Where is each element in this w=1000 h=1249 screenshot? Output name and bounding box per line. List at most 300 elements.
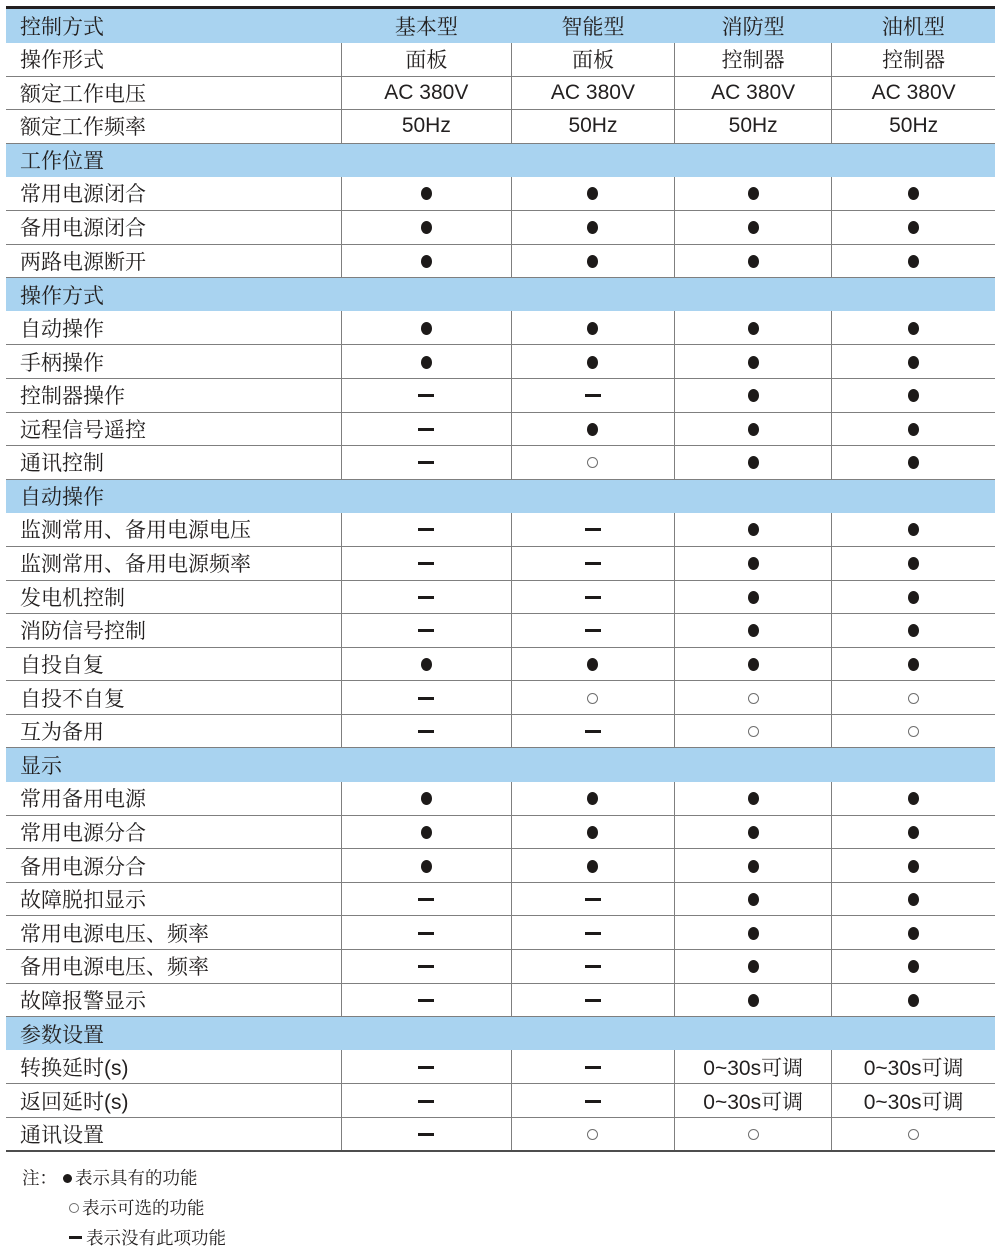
section-row [6, 479, 995, 513]
value-cell [832, 815, 995, 849]
filled-dot-icon [421, 860, 432, 873]
filled-dot-icon [908, 658, 919, 671]
value-cell [341, 882, 511, 916]
row-label: 远程信号遥控 [6, 412, 341, 446]
value-cell [511, 647, 674, 681]
value-cell [511, 412, 674, 446]
filled-dot-icon [908, 792, 919, 805]
open-circle-icon [587, 457, 598, 468]
value-cell [675, 43, 832, 77]
filled-dot-icon [748, 187, 759, 200]
filled-dot-icon [748, 960, 759, 973]
filled-dot-icon [908, 927, 919, 940]
filled-dot-icon [748, 557, 759, 570]
column-header-type: 消防型 [721, 15, 785, 39]
filled-dot-icon [421, 826, 432, 839]
value-cell [341, 983, 511, 1017]
dash-icon [585, 1100, 601, 1103]
filled-dot-icon [908, 523, 919, 536]
open-circle-icon [908, 693, 919, 704]
table-row [6, 513, 995, 547]
value-cell [832, 244, 995, 278]
dash-icon [585, 562, 601, 565]
row-label: 额定工作频率 [6, 110, 341, 144]
filled-dot-icon [748, 356, 759, 369]
value-cell [832, 311, 995, 345]
filled-dot-icon [908, 423, 919, 436]
value-cell [511, 1084, 674, 1118]
value-cell [675, 1050, 832, 1084]
legend-text: 表示没有此项功能 [86, 1227, 226, 1248]
value-cell [511, 513, 674, 547]
filled-dot-icon [587, 187, 598, 200]
value-cell [341, 210, 511, 244]
value-cell [675, 1084, 832, 1118]
value-cell [341, 782, 511, 816]
value-cell [832, 43, 995, 77]
filled-dot-icon [587, 255, 598, 268]
filled-dot-icon [908, 389, 919, 402]
filled-dot-icon [587, 322, 598, 335]
table-header-row [6, 8, 995, 43]
value-cell [511, 76, 674, 110]
value-cell [511, 177, 674, 211]
dash-icon [418, 1133, 434, 1136]
row-label: 通讯设置 [6, 1118, 341, 1152]
dash-icon [585, 965, 601, 968]
value-cell [341, 76, 511, 110]
table-row [6, 244, 995, 278]
value-cell [511, 1050, 674, 1084]
dash-icon [418, 596, 434, 599]
spec-table [6, 6, 995, 1152]
value-cell [675, 714, 832, 748]
value-cell [675, 950, 832, 984]
cell-text: AC 380V [384, 80, 469, 104]
cell-text: 50Hz [401, 114, 451, 138]
dash-icon [585, 394, 601, 397]
value-cell [511, 546, 674, 580]
value-cell [832, 76, 995, 110]
filled-dot-icon [908, 255, 919, 268]
value-cell [341, 244, 511, 278]
row-label: 额定工作电压 [6, 76, 341, 110]
value-cell [511, 681, 674, 715]
column-header-type: 基本型 [394, 15, 458, 39]
value-cell [341, 345, 511, 379]
filled-dot-icon [748, 255, 759, 268]
open-circle-icon [748, 1129, 759, 1140]
value-cell [832, 681, 995, 715]
row-label: 自投不自复 [6, 681, 341, 715]
value-cell [832, 412, 995, 446]
filled-dot-icon [421, 792, 432, 805]
table-row [6, 983, 995, 1017]
table-row [6, 446, 995, 480]
table-row [6, 681, 995, 715]
row-label: 发电机控制 [6, 580, 341, 614]
dash-icon [418, 898, 434, 901]
filled-dot-icon [748, 658, 759, 671]
value-cell [832, 882, 995, 916]
filled-dot-icon [587, 860, 598, 873]
value-cell [511, 110, 674, 144]
value-cell [832, 1050, 995, 1084]
table-row [6, 647, 995, 681]
row-label: 转换延时(s) [6, 1050, 341, 1084]
value-cell [341, 1084, 511, 1118]
section-row [6, 748, 995, 782]
value-cell [832, 513, 995, 547]
value-cell [675, 513, 832, 547]
value-cell [675, 647, 832, 681]
table-row [6, 1050, 995, 1084]
filled-dot-icon [421, 658, 432, 671]
cell-text: 0~30s可调 [863, 1056, 964, 1080]
value-cell [511, 950, 674, 984]
row-label: 备用电源电压、频率 [6, 950, 341, 984]
filled-dot-icon [748, 523, 759, 536]
filled-dot-icon [908, 624, 919, 637]
filled-dot-icon [748, 389, 759, 402]
row-label: 两路电源断开 [6, 244, 341, 278]
section-title: 参数设置 [20, 1023, 104, 1047]
filled-dot-icon [748, 423, 759, 436]
value-cell [832, 580, 995, 614]
value-cell [832, 782, 995, 816]
filled-dot-icon [908, 456, 919, 469]
section-title: 操作方式 [20, 284, 104, 308]
table-row [6, 1084, 995, 1118]
filled-dot-icon [908, 322, 919, 335]
value-cell [675, 580, 832, 614]
open-circle-icon [587, 1129, 598, 1140]
value-cell [832, 714, 995, 748]
value-cell [832, 446, 995, 480]
value-cell [675, 177, 832, 211]
cell-text: AC 380V [550, 80, 635, 104]
filled-dot-icon [63, 1174, 72, 1183]
section-row [6, 1017, 995, 1051]
filled-dot-icon [587, 356, 598, 369]
row-label: 通讯控制 [6, 446, 341, 480]
value-cell [675, 210, 832, 244]
filled-dot-icon [587, 826, 598, 839]
dash-icon [418, 562, 434, 565]
filled-dot-icon [908, 557, 919, 570]
value-cell [341, 614, 511, 648]
cell-text: 50Hz [889, 114, 939, 138]
value-cell [511, 210, 674, 244]
value-cell [675, 614, 832, 648]
dash-icon [69, 1236, 82, 1239]
table-row [6, 614, 995, 648]
row-label: 消防信号控制 [6, 614, 341, 648]
value-cell [511, 983, 674, 1017]
table-row [6, 580, 995, 614]
filled-dot-icon [748, 893, 759, 906]
row-label: 故障脱扣显示 [6, 882, 341, 916]
value-cell [675, 244, 832, 278]
filled-dot-icon [748, 994, 759, 1007]
value-cell [832, 210, 995, 244]
dash-icon [585, 932, 601, 935]
cell-text: 面板 [571, 49, 614, 73]
dash-icon [418, 965, 434, 968]
cell-text: 0~30s可调 [703, 1056, 804, 1080]
dash-icon [418, 1100, 434, 1103]
value-cell [341, 311, 511, 345]
cell-text: 控制器 [721, 49, 785, 73]
table-row [6, 378, 995, 412]
value-cell [675, 311, 832, 345]
table-row [6, 76, 995, 110]
value-cell [832, 546, 995, 580]
dash-icon [585, 730, 601, 733]
value-cell [341, 513, 511, 547]
filled-dot-icon [421, 187, 432, 200]
table-row [6, 110, 995, 144]
value-cell [832, 1084, 995, 1118]
value-cell [675, 546, 832, 580]
row-label: 常用电源闭合 [6, 177, 341, 211]
dash-icon [418, 932, 434, 935]
value-cell [832, 614, 995, 648]
value-cell [511, 815, 674, 849]
filled-dot-icon [908, 893, 919, 906]
value-cell [341, 446, 511, 480]
legend-item [22, 1167, 995, 1190]
legend-notes [22, 1167, 995, 1249]
value-cell [675, 76, 832, 110]
legend-text: 表示具有的功能 [75, 1168, 198, 1189]
value-cell [675, 412, 832, 446]
value-cell [832, 345, 995, 379]
value-cell [511, 849, 674, 883]
legend-item [22, 1227, 995, 1249]
column-header-control-mode: 控制方式 [20, 15, 104, 39]
dash-icon [585, 898, 601, 901]
dash-icon [585, 999, 601, 1002]
row-label: 故障报警显示 [6, 983, 341, 1017]
value-cell [341, 43, 511, 77]
value-cell [675, 1118, 832, 1152]
filled-dot-icon [748, 860, 759, 873]
table-row [6, 546, 995, 580]
table-row [6, 412, 995, 446]
filled-dot-icon [748, 591, 759, 604]
filled-dot-icon [908, 860, 919, 873]
open-circle-icon [587, 693, 598, 704]
value-cell [511, 378, 674, 412]
value-cell [341, 647, 511, 681]
value-cell [832, 378, 995, 412]
cell-text: AC 380V [871, 80, 956, 104]
filled-dot-icon [908, 591, 919, 604]
notes-prefix: 注： [22, 1168, 57, 1189]
filled-dot-icon [908, 187, 919, 200]
value-cell [511, 1118, 674, 1152]
row-label: 监测常用、备用电源电压 [6, 513, 341, 547]
value-cell [675, 782, 832, 816]
row-label: 备用电源闭合 [6, 210, 341, 244]
dash-icon [418, 999, 434, 1002]
value-cell [511, 782, 674, 816]
value-cell [511, 345, 674, 379]
row-label: 互为备用 [6, 714, 341, 748]
row-label: 返回延时(s) [6, 1084, 341, 1118]
value-cell [832, 983, 995, 1017]
filled-dot-icon [587, 658, 598, 671]
row-label: 常用电源电压、频率 [6, 916, 341, 950]
filled-dot-icon [421, 322, 432, 335]
open-circle-icon [69, 1203, 79, 1213]
table-row [6, 345, 995, 379]
dash-icon [418, 697, 434, 700]
value-cell [832, 177, 995, 211]
value-cell [675, 882, 832, 916]
cell-text: 0~30s可调 [703, 1090, 804, 1114]
value-cell [675, 815, 832, 849]
table-row [6, 177, 995, 211]
dash-icon [418, 1066, 434, 1069]
value-cell [341, 412, 511, 446]
legend-text: 表示可选的功能 [82, 1197, 205, 1218]
value-cell [675, 849, 832, 883]
value-cell [341, 1050, 511, 1084]
value-cell [341, 849, 511, 883]
open-circle-icon [908, 1129, 919, 1140]
section-row [6, 278, 995, 312]
value-cell [511, 714, 674, 748]
value-cell [511, 614, 674, 648]
value-cell [675, 916, 832, 950]
cell-text: 50Hz [728, 114, 778, 138]
filled-dot-icon [908, 960, 919, 973]
value-cell [675, 681, 832, 715]
filled-dot-icon [748, 927, 759, 940]
value-cell [832, 916, 995, 950]
value-cell [511, 311, 674, 345]
value-cell [675, 378, 832, 412]
table-row [6, 714, 995, 748]
row-label: 控制器操作 [6, 378, 341, 412]
value-cell [341, 1118, 511, 1152]
row-label: 自投自复 [6, 647, 341, 681]
value-cell [832, 110, 995, 144]
table-row [6, 916, 995, 950]
dash-icon [418, 428, 434, 431]
value-cell [832, 1118, 995, 1152]
table-row [6, 210, 995, 244]
value-cell [341, 580, 511, 614]
filled-dot-icon [908, 221, 919, 234]
value-cell [341, 714, 511, 748]
legend-item [22, 1197, 995, 1220]
value-cell [341, 177, 511, 211]
dash-icon [418, 730, 434, 733]
filled-dot-icon [908, 826, 919, 839]
row-label: 手柄操作 [6, 345, 341, 379]
table-row [6, 849, 995, 883]
value-cell [341, 681, 511, 715]
dash-icon [585, 528, 601, 531]
filled-dot-icon [748, 456, 759, 469]
value-cell [675, 110, 832, 144]
dash-icon [418, 629, 434, 632]
value-cell [832, 849, 995, 883]
open-circle-icon [748, 726, 759, 737]
value-cell [511, 882, 674, 916]
value-cell [511, 580, 674, 614]
value-cell [511, 43, 674, 77]
table-row [6, 815, 995, 849]
value-cell [511, 446, 674, 480]
filled-dot-icon [748, 221, 759, 234]
dash-icon [418, 394, 434, 397]
cell-text: 控制器 [882, 49, 946, 73]
dash-icon [585, 596, 601, 599]
value-cell [341, 916, 511, 950]
section-title: 工作位置 [20, 150, 104, 174]
filled-dot-icon [421, 255, 432, 268]
filled-dot-icon [421, 356, 432, 369]
section-title: 自动操作 [20, 486, 104, 510]
cell-text: 50Hz [568, 114, 618, 138]
filled-dot-icon [908, 994, 919, 1007]
filled-dot-icon [908, 356, 919, 369]
filled-dot-icon [748, 624, 759, 637]
value-cell [511, 916, 674, 950]
filled-dot-icon [748, 322, 759, 335]
value-cell [341, 815, 511, 849]
open-circle-icon [908, 726, 919, 737]
table-row [6, 782, 995, 816]
cell-text: 面板 [405, 49, 448, 73]
value-cell [511, 244, 674, 278]
value-cell [341, 378, 511, 412]
cell-text: 0~30s可调 [863, 1090, 964, 1114]
filled-dot-icon [748, 792, 759, 805]
filled-dot-icon [748, 826, 759, 839]
row-label: 自动操作 [6, 311, 341, 345]
value-cell [341, 546, 511, 580]
row-label: 监测常用、备用电源频率 [6, 546, 341, 580]
value-cell [832, 647, 995, 681]
value-cell [675, 345, 832, 379]
column-header-type: 油机型 [881, 15, 945, 39]
filled-dot-icon [421, 221, 432, 234]
row-label: 常用备用电源 [6, 782, 341, 816]
row-label: 操作形式 [6, 43, 341, 77]
table-row [6, 882, 995, 916]
dash-icon [585, 629, 601, 632]
table-row [6, 1118, 995, 1152]
value-cell [341, 950, 511, 984]
table-row [6, 311, 995, 345]
section-title: 显示 [20, 755, 62, 779]
value-cell [832, 950, 995, 984]
cell-text: AC 380V [711, 80, 796, 104]
row-label: 常用电源分合 [6, 815, 341, 849]
filled-dot-icon [587, 792, 598, 805]
dash-icon [585, 1066, 601, 1069]
dash-icon [418, 461, 434, 464]
value-cell [675, 983, 832, 1017]
filled-dot-icon [587, 423, 598, 436]
filled-dot-icon [587, 221, 598, 234]
row-label: 备用电源分合 [6, 849, 341, 883]
